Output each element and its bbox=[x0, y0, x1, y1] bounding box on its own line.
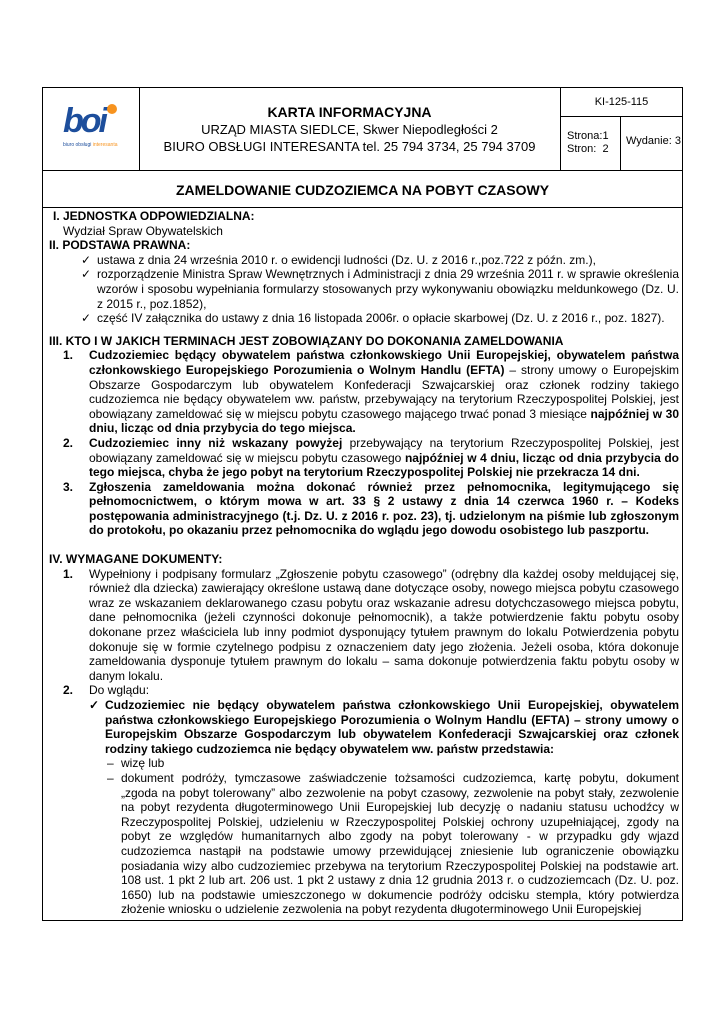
document-title: ZAMELDOWANIE CUDZOZIEMCA NA POBYT CZASOWY bbox=[175, 182, 550, 198]
s2-heading: II. PODSTAWA PRAWNA: bbox=[49, 238, 191, 253]
s4-item-2-text: Do wglądu: bbox=[89, 683, 150, 698]
item-number: 2. bbox=[63, 683, 74, 698]
s4-item-2 bbox=[49, 683, 679, 698]
s3-item-3 bbox=[49, 480, 679, 538]
page-info bbox=[561, 117, 621, 170]
edition: Wydanie: 3 bbox=[626, 135, 681, 147]
item-number: 1. bbox=[63, 566, 74, 581]
s3-item-2-bold: Cudzoziemiec inny niż wskazany powyżej bbox=[89, 435, 343, 450]
s3-heading: III. KTO I W JAKICH TERMINACH JEST ZOBOWIĄZANY DO DOKONANIA ZAMELDOWANIA bbox=[49, 333, 564, 348]
page-count: Stron: 2 bbox=[567, 143, 609, 155]
s3-item-1-text: – strony umowy o Europejskim Obszarze Gospodarczym lub obywatelem Konfederacji Szwajcarskiej oraz członek rodziny takiego cudzoziemca nie będący obywatelem ww. państw, przebywający na terytorium Rzeczypospolitej Polskiej, jest obowiązany zameldować się w miejscu pobytu czasowego mającego trwać ponad 3 miesiące bbox=[89, 362, 680, 421]
office-phone: BIURO OBSŁUGI INTERESANTA tel. 25 794 3734, 25 794 3709 bbox=[163, 139, 536, 154]
document-ref: KI-125-115 bbox=[561, 88, 682, 117]
s3-item-2 bbox=[49, 436, 679, 480]
s4-dash-1: – wizę lub bbox=[49, 756, 679, 771]
s1-heading: I. JEDNOSTKA ODPOWIEDZIALNA: bbox=[53, 209, 255, 223]
divider bbox=[43, 207, 682, 208]
meta-cell bbox=[561, 88, 682, 170]
s1-text: Wydział Spraw Obywatelskich bbox=[63, 223, 223, 238]
item-number: 2. bbox=[63, 435, 74, 450]
boi-logo bbox=[63, 102, 123, 154]
s3-item-1 bbox=[49, 348, 679, 436]
logo-dot-icon bbox=[107, 104, 117, 114]
logo-tagline-1: biuro obsługi bbox=[63, 142, 92, 148]
s2-item: ✓ część IV załącznika do ustawy z dnia 16 listopada 2006r. o opłacie skarbowej (Dz. U. z 2016 r., poz. 1827). bbox=[49, 311, 679, 326]
s4-dash-2: – dokument podróży, tymczasowe zaświadczenie tożsamości cudzoziemca, kartę pobytu, dokument „zgoda na pobyt tolerowany” albo zezwolenie na pobyt czasowy, zezwolenie na pobyt stały, zezwolenie na pobyt rezydenta długoterminowego Unii Europejskiej lub decyzję o nadaniu statusu uchodźcy w Rzeczypospolitej Polskiej, udzieleniu w Rzeczypospolitej Polskiej ochrony uzupełniającej, zgody na pobyt ze względów humanitarnych albo zgody na pobyt tolerowany - w przypadku gdy wjazd cudzoziemca nastąpił na podstawie umowy przewidującej zniesienie lub ograniczenie obowiązku posiadania wizy albo cudzoziemiec przebywa na terytorium Rzeczypospolitej Polskiej na podstawie art. 108 ust. 1 pkt 2 lub art. 206 ust. 1 pkt 2 ustawy z dnia 12 grudnia 2013 r. o cudzoziemcach (Dz. U. poz. 1650) lub na podstawie umieszczonego w dokumencie podróży odcisku stempla, który potwierdza złożenie wniosku o udzielenie zezwolenia na pobyt rezydenta długoterminowego Unii Europejskiej bbox=[49, 771, 679, 917]
s2-item: ✓ ustawa z dnia 24 września 2010 r. o ewidencji ludności (Dz. U. z 2016 r.,poz.722 z późn. zm.), bbox=[49, 253, 679, 268]
office-address: URZĄD MIASTA SIEDLCE, Skwer Niepodległości 2 bbox=[201, 122, 498, 137]
s4-item-1 bbox=[49, 567, 679, 684]
card-title: KARTA INFORMACYJNA bbox=[267, 104, 432, 120]
content bbox=[49, 209, 679, 917]
s4-item-1-text: Wypełniony i podpisany formularz „Zgłoszenie pobytu czasowego” (odrębny dla każdej osoby meldującej się, również dla dziecka) zawierający określone ustawą dane dotyczące osoby, nowego miejsca pobytu czasowego wraz ze wskazaniem deklarowanego czasu pobytu oraz wskazanie adresu dotychczasowego miejsca pobytu, dane pełnomocnika (jeżeli czynności dokonuje pełnomocnik), a także potwierdzenie faktu pobytu osoby dokonane przez właściciela lub inny podmiot dysponujący tytułem prawnym do lokalu Potwierdzenia pobytu dokonuje się w formie czytelnego podpisu z oznaczeniem daty jego złożenia. Jeżeli osoba, która dokonuje zameldowania dysponuje tytułem prawnym do lokalu – sama dokonuje potwierdzenia faktu pobytu osoby w danym lokalu. bbox=[89, 566, 679, 683]
s3-item-1-deadline: najpóźniej w 30 dniu, licząc od dnia przybycia do tego miejsca. bbox=[89, 406, 680, 436]
title-cell bbox=[139, 88, 561, 170]
s3-item-2-deadline: najpóźniej w 4 dniu, licząc od dnia przybycia do tego miejsca, chyba że jego pobyt na terytorium Rzeczypospolitej Polskiej nie przekracza 14 dni. bbox=[89, 450, 680, 480]
s4-subitem: ✓ Cudzoziemiec nie będący obywatelem państwa członkowskiego Unii Europejskiej, obywatelem państwa członkowskiego Europejskiego Porozumienia o Wolnym Handlu (EFTA) – strony umowy o Europejskim Obszarze Gospodarczym lub obywatelem Konfederacji Szwajcarskiej oraz członek rodziny takiego cudzoziemca nie będący obywatelem ww. państw przedstawia: bbox=[49, 698, 679, 756]
header bbox=[43, 88, 682, 171]
item-number: 1. bbox=[63, 348, 74, 363]
logo-text: boi bbox=[63, 102, 105, 140]
logo-tagline bbox=[63, 142, 118, 148]
item-number: 3. bbox=[63, 479, 74, 494]
logo-cell bbox=[43, 88, 140, 170]
logo-tagline-2: interesanta bbox=[92, 142, 118, 148]
s3-item-2-text: przebywający na terytorium Rzeczypospolitej Polskiej, jest obowiązany zameldować się w miejscu pobytu czasowego bbox=[89, 435, 679, 465]
info-card bbox=[42, 87, 683, 921]
s4-heading: IV. WYMAGANE DOKUMENTY: bbox=[49, 552, 223, 567]
s3-item-3-bold: Zgłoszenia zameldowania można dokonać również przez pełnomocnika, legitymującego się pełnomocnictwem, o którym mowa w art. 33 § 2 ustawy z dnia 14 czerwca 1960 r. – Kodeks postępowania administracyjnego (t.j. Dz. U. z 2016 r. poz. 23), tj. udzielonym na piśmie lub zgłoszonym do protokołu, po okazaniu przez pełnomocnika do wglądu jego dowodu osobistego lub paszportu. bbox=[89, 479, 679, 538]
s3-item-1-bold: Cudzoziemiec będący obywatelem państwa członkowskiego Unii Europejskiej, obywatelem państwa członkowskiego Europejskiego Porozumienia o Wolnym Handlu (EFTA) bbox=[89, 348, 679, 377]
s2-item: ✓ rozporządzenie Ministra Spraw Wewnętrznych i Administracji z dnia 29 września 2011 r. w sprawie określenia wzorów i sposobu wypełniania formularzy stosowanych przy wykonywaniu obowiązku meldunkowego (Dz. U. z 2015 r., poz.1852), bbox=[49, 267, 679, 311]
page-number: Strona:1 bbox=[567, 130, 609, 142]
